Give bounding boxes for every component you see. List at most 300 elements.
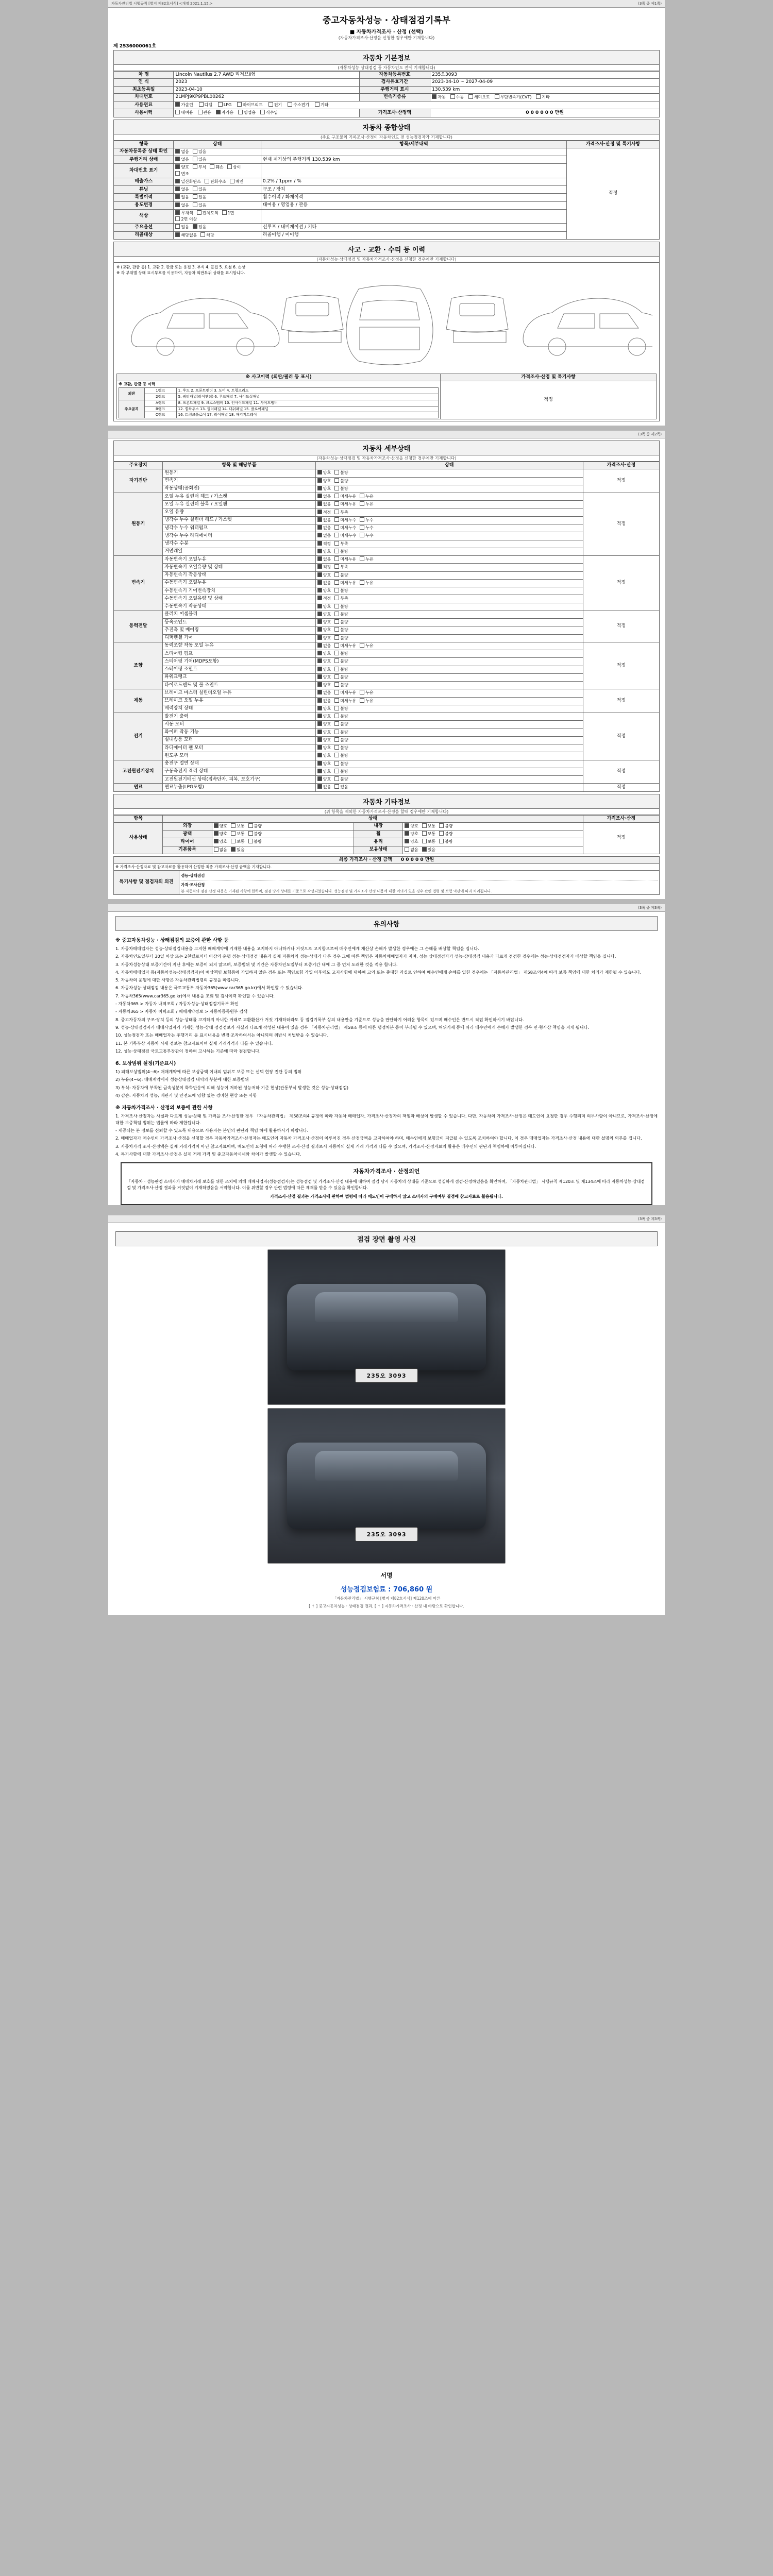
overall-item-options: 없음 있음 bbox=[174, 186, 261, 194]
etc-item-label-2: 내장 bbox=[354, 822, 402, 830]
checkbox-icon[interactable] bbox=[193, 187, 197, 191]
checkbox-icon[interactable] bbox=[334, 674, 339, 679]
checkbox-icon[interactable] bbox=[193, 194, 197, 199]
checkbox-icon[interactable] bbox=[175, 202, 180, 207]
doc-number: 제 2536000061호 bbox=[113, 44, 157, 49]
table-row bbox=[114, 611, 660, 618]
checkbox-icon[interactable] bbox=[248, 823, 253, 828]
table-row bbox=[114, 587, 660, 595]
checkbox-icon[interactable] bbox=[175, 216, 180, 221]
checkbox-icon[interactable] bbox=[334, 580, 339, 585]
footer-line-2: [ ↑ ] 중고자동차성능 · 상태점검 결과, [ ↑ ] 자동차가격조사 · 산정 내 바탕으로 확인합니다. bbox=[309, 1603, 464, 1608]
checkbox-icon[interactable] bbox=[317, 714, 322, 718]
checkbox-icon[interactable] bbox=[317, 494, 322, 498]
overall-item-label: 색상 bbox=[114, 209, 174, 224]
detail-item-label: 브레이크 오일 누유 bbox=[163, 697, 316, 705]
checkbox-icon[interactable] bbox=[334, 533, 339, 537]
checkbox-icon[interactable] bbox=[405, 847, 409, 852]
checkbox-icon[interactable] bbox=[317, 784, 322, 789]
checkbox-icon[interactable] bbox=[317, 596, 322, 600]
detail-group-label: 원동기 bbox=[114, 493, 163, 556]
checkbox-icon[interactable] bbox=[193, 224, 197, 229]
overall-item-options: 무채색 전체도색 1면2면 이상 bbox=[174, 209, 261, 224]
checkbox-icon[interactable] bbox=[360, 698, 364, 703]
notice-paragraph: 7. 자동차365(www.car365.go.kr)에서 내용을 조회 및 검사이력 확인할 수 있습니다. bbox=[115, 993, 275, 998]
checkbox-icon[interactable] bbox=[231, 839, 236, 843]
checkbox-icon[interactable] bbox=[317, 486, 322, 490]
checkbox-icon[interactable] bbox=[334, 486, 339, 490]
detail-group-note: 적정 bbox=[583, 642, 659, 689]
checkbox-icon[interactable] bbox=[334, 627, 339, 632]
detail-item-options: 양호 불량 bbox=[315, 477, 583, 485]
checkbox-icon[interactable] bbox=[422, 847, 427, 852]
overall-item-options: 없음 있음 bbox=[174, 194, 261, 201]
total-digits: 0 0 0 0 0 bbox=[400, 857, 424, 862]
checkbox-icon[interactable] bbox=[317, 478, 322, 483]
checkbox-icon[interactable] bbox=[317, 588, 322, 592]
photo-section bbox=[108, 1223, 665, 1615]
detail-item-label: 변속기 bbox=[163, 477, 316, 485]
checkbox-icon[interactable] bbox=[334, 470, 339, 474]
detail-item-options: 없음 미세누유 누유 bbox=[315, 493, 583, 501]
checkbox-icon[interactable] bbox=[175, 187, 180, 191]
detail-group-note: 적정 bbox=[583, 713, 659, 760]
checkbox-icon[interactable] bbox=[317, 721, 322, 726]
checkbox-icon[interactable] bbox=[218, 102, 223, 107]
declaration-body: 「자동차 · 성능판정 소비자가 매매차거래 보호를 위한 조치에 의해 매매사업자(성능점검자)는 성능점검 및 가격조사·산정 내용에 대하여 점검 당시 자동차의 상태를 기준으로 성실하게 점검·산정하였음을 확인하며, 「자동차관리법」 시행규칙 제120조 및 제134조에 따라 자동차성능·상태점검 및 가격조사·산정 결과를 거짓없이 기재하였음을 서약합니다. 이를 위반할 경우 관련 법령에 따른 제재를 받을 수 있음을 확인합니다. bbox=[127, 1179, 645, 1190]
total-price-table bbox=[113, 856, 660, 895]
checkbox-icon[interactable] bbox=[334, 690, 339, 694]
checkbox-icon[interactable] bbox=[334, 572, 339, 577]
checkbox-icon[interactable] bbox=[360, 580, 364, 585]
checkbox-icon[interactable] bbox=[317, 745, 322, 750]
detail-item-label: 윈도우 모터 bbox=[163, 752, 316, 760]
table-row bbox=[117, 381, 657, 419]
table-row bbox=[114, 634, 660, 642]
checkbox-icon[interactable] bbox=[231, 823, 236, 828]
table-row bbox=[114, 822, 660, 830]
checkbox-icon[interactable] bbox=[193, 157, 197, 161]
detail-item-label: 수동변속기 오일유량 및 상태 bbox=[163, 595, 316, 603]
etc-item-label: 기본품목 bbox=[163, 846, 212, 854]
page-mark-2: (3쪽 중 제2쪽) bbox=[638, 432, 662, 437]
table-row bbox=[114, 148, 660, 156]
windshield-shape bbox=[315, 1292, 458, 1321]
checkbox-icon[interactable] bbox=[210, 164, 214, 169]
overall-item-note bbox=[261, 164, 566, 178]
checkbox-icon[interactable] bbox=[248, 831, 253, 836]
cell-label: 검사유효기간 bbox=[359, 79, 430, 86]
detail-item-label: 자동변속기 오일유량 및 상태 bbox=[163, 564, 316, 571]
checkbox-icon[interactable] bbox=[334, 596, 339, 600]
detail-group-note: 적정 bbox=[583, 611, 659, 642]
detail-item-options: 양호 불량 bbox=[315, 650, 583, 658]
photo-title: 점검 장면 촬영 사진 bbox=[115, 1231, 658, 1246]
checkbox-icon[interactable] bbox=[317, 619, 322, 624]
checkbox-icon[interactable] bbox=[317, 525, 322, 530]
overall-item-note: 현재 계기상의 주행거리 130,539 km bbox=[261, 156, 566, 164]
overall-item-options: 없음 있음 bbox=[174, 148, 261, 156]
notice-paragraph: 10. 성능점검자 또는 매매업자는 주행거리 등 표시내용을 변경·조작하여서는 아니되며 위반시 처벌받을 수 있습니다. bbox=[115, 1032, 329, 1038]
etc-item-options: 없음 있음 bbox=[212, 846, 354, 854]
checkbox-icon[interactable] bbox=[468, 94, 473, 99]
notice-paragraph: 9. 성능·상태점검자가 매매사업자가 기재한 성능·상태 점검정보가 사실과 다르게 작성된 내용이 있을 경우 「자동차관리법」 제58조 등에 따른 행정처분 등이 부과될 수 있으며, 허위기재 등에 따라 매수인에게 손해가 발생한 경우 민·형사상 책임을 지게 됩니다. bbox=[115, 1024, 590, 1030]
checkbox-icon[interactable] bbox=[317, 698, 322, 703]
detail-item-options: 양호 불량 bbox=[315, 721, 583, 728]
checkbox-icon[interactable] bbox=[317, 635, 322, 640]
total-title: 최종 가격조사 · 산정 금액 0 0 0 0 0 만원 bbox=[114, 856, 660, 863]
detail-item-label: 디퍼렌셜 기어 bbox=[163, 634, 316, 642]
notice-paragraph: 4. 자동차매매업자 등(자동차성능·상태점검자)이 배상책임 보험등에 가입하지 않은 경우 또는 책임보험 가입 이후에도 고지사항에 대하여 고의 또는 중대한 과실로 인하여 매수인에게 손해를 입힌 경우에는 「자동차관리법」 제58조의4에 따라 보증 책임에 대한 처리가 제한될 수 있습니다. bbox=[115, 969, 642, 975]
transmission-options: 자동 수동 세미오토 무단변속기(CVT) 기타 bbox=[430, 93, 660, 101]
checkbox-icon[interactable] bbox=[334, 556, 339, 561]
checkbox-icon[interactable] bbox=[317, 658, 322, 663]
etc-rows bbox=[114, 822, 660, 854]
checkbox-icon[interactable] bbox=[237, 102, 242, 107]
opinion-body: 성능·상태점검 가격·조사산정 본 자동차의 점검·산정 내용은 기재된 사항에 한하며, 점검 당시 상태를 기준으로 작성되었습니다. 성능점검 및 가격조사·산정 내용에 대한 이의가 있을 경우 관련 법령 및 보험 약관에 따라 처리됩니다. bbox=[179, 870, 660, 895]
cell-label: 차대번호 bbox=[114, 93, 174, 101]
checkbox-icon[interactable] bbox=[231, 831, 236, 836]
notice-sub-item: 1) 피해보상범위(4~6): 매매계약에 따른 보상금액 이내의 범위로 보증 또는 선택 현장 진단 등의 범위 bbox=[115, 1069, 302, 1075]
checkbox-icon[interactable] bbox=[439, 831, 444, 836]
detail-item-label: 냉각수 수분 bbox=[163, 540, 316, 548]
checkbox-icon[interactable] bbox=[230, 179, 234, 183]
detail-group-label: 제동 bbox=[114, 689, 163, 713]
checkbox-icon[interactable] bbox=[334, 721, 339, 726]
detail-item-label: 스티어링 조인트 bbox=[163, 666, 316, 673]
checkbox-icon[interactable] bbox=[317, 667, 322, 671]
checkbox-icon[interactable] bbox=[175, 232, 180, 237]
checkbox-icon[interactable] bbox=[175, 179, 180, 183]
checkbox-icon[interactable] bbox=[200, 232, 205, 237]
etc-item-label: 타이어 bbox=[163, 838, 212, 846]
checkbox-icon[interactable] bbox=[334, 619, 339, 624]
overall-item-label: 용도변경 bbox=[114, 201, 174, 209]
checkbox-icon[interactable] bbox=[439, 823, 444, 828]
checkbox-icon[interactable] bbox=[334, 745, 339, 750]
checkbox-icon[interactable] bbox=[222, 210, 227, 215]
checkbox-icon[interactable] bbox=[317, 510, 322, 514]
checkbox-icon[interactable] bbox=[216, 110, 221, 114]
checkbox-icon[interactable] bbox=[439, 839, 444, 843]
table-row bbox=[114, 864, 660, 870]
sheet-1 bbox=[108, 0, 665, 426]
col-head: 상태 bbox=[174, 141, 261, 148]
cell-label: 사용연료 bbox=[114, 101, 174, 109]
checkbox-icon[interactable] bbox=[317, 753, 322, 757]
checkbox-icon[interactable] bbox=[317, 501, 322, 506]
car-diagram-svg bbox=[116, 278, 652, 370]
notice-sub-item: 3) 부식: 자동차에 부착된 금속성분이 화학반응에 의해 성능이 저하된 성능저하 기준 현상(관통부식 발생한 것은 성능·상태점검) bbox=[115, 1084, 349, 1090]
detail-item-options: 적정 부족 bbox=[315, 509, 583, 516]
detail-item-label: 충전구 절연 상태 bbox=[163, 760, 316, 768]
checkbox-icon[interactable] bbox=[317, 674, 322, 679]
detail-item-label: 고전원전기배선 상태(접속단자, 피복, 보호기구) bbox=[163, 776, 316, 784]
checkbox-icon[interactable] bbox=[214, 847, 219, 852]
checkbox-icon[interactable] bbox=[334, 635, 339, 640]
checkbox-icon[interactable] bbox=[334, 541, 339, 546]
detail-item-options: 적정 부족 bbox=[315, 540, 583, 548]
notice-paragraph: 1. 자동차매매업자는 성능·상태점검내용을 고지한 매매계약에 기재한 내용을 고지하지 아니하거나 거짓으로 고지함으로써 매수인에게 재산상 손해가 발생한 경우에는 그 손해를 배상할 책임을 집니다. bbox=[115, 946, 479, 951]
checkbox-icon[interactable] bbox=[405, 839, 409, 843]
etc-item-label: 외장 bbox=[163, 822, 212, 830]
checkbox-icon[interactable] bbox=[214, 839, 219, 843]
checkbox-icon[interactable] bbox=[317, 470, 322, 474]
checkbox-icon[interactable] bbox=[334, 478, 339, 483]
checkbox-icon[interactable] bbox=[360, 525, 364, 530]
opinion-text: 본 자동차의 점검·산정 내용은 기재된 사항에 한하며, 점검 당시 상태를 기준으로 작성되었습니다. 성능점검 및 가격조사·산정 내용에 대한 이의가 있을 경우 관련 법령 및 보험 약관에 따라 처리됩니다. bbox=[181, 889, 492, 894]
detail-item-options: 양호 불량 bbox=[315, 713, 583, 721]
checkbox-icon[interactable] bbox=[175, 157, 180, 161]
detail-group-label: 연료 bbox=[114, 784, 163, 791]
table-row: 2랭크 5. 쿼터패널(리어펜더) 6. 루프패널 7. 사이드실패널 bbox=[119, 394, 439, 400]
checkbox-icon[interactable] bbox=[334, 698, 339, 703]
page-mark-1: (3쪽 중 제1쪽) bbox=[638, 2, 662, 6]
detail-state-table bbox=[113, 462, 660, 792]
overall-item-options: 없음 있음 bbox=[174, 201, 261, 209]
checkbox-icon[interactable] bbox=[175, 224, 180, 229]
checkbox-icon[interactable] bbox=[360, 690, 364, 694]
checkbox-icon[interactable] bbox=[495, 94, 499, 99]
detail-group-note: 적정 bbox=[583, 493, 659, 556]
table-header-row bbox=[114, 141, 660, 148]
notice-paragraph: 11. 본 기록부상 자동차 시세 정보는 참고자료이며 실제 거래가격과 다를 수 있습니다. bbox=[115, 1040, 273, 1046]
detail-group-note: 적정 bbox=[583, 469, 659, 493]
checkbox-icon[interactable] bbox=[360, 494, 364, 498]
checkbox-icon[interactable] bbox=[317, 533, 322, 537]
table-row bbox=[114, 642, 660, 650]
checkbox-icon[interactable] bbox=[334, 706, 339, 710]
insurance-fee-value: 706,860 원 bbox=[393, 1585, 433, 1594]
checkbox-icon[interactable] bbox=[175, 102, 180, 107]
checkbox-icon[interactable] bbox=[334, 525, 339, 530]
detail-item-options: 없음 미세누수 누수 bbox=[315, 516, 583, 524]
checkbox-icon[interactable] bbox=[268, 102, 273, 107]
checkbox-icon[interactable] bbox=[334, 776, 339, 781]
rear-window-shape bbox=[315, 1451, 458, 1480]
checkbox-icon[interactable] bbox=[227, 164, 232, 169]
checkbox-icon[interactable] bbox=[334, 714, 339, 718]
checkbox-icon[interactable] bbox=[334, 604, 339, 608]
checkbox-icon[interactable] bbox=[317, 761, 322, 766]
checkbox-icon[interactable] bbox=[334, 501, 339, 506]
mileage-value: 130,539 km bbox=[430, 86, 660, 93]
sheet-gap bbox=[0, 426, 773, 431]
overall-item-note bbox=[261, 209, 566, 224]
detail-group-note: 적정 bbox=[583, 760, 659, 784]
sheet-gap bbox=[0, 899, 773, 904]
table-row bbox=[114, 524, 660, 532]
checkbox-icon[interactable] bbox=[334, 682, 339, 687]
detail-item-label: 수동변속기 작동상태 bbox=[163, 603, 316, 611]
checkbox-icon[interactable] bbox=[360, 533, 364, 537]
etc-item-options-2: 양호 보통 불량 bbox=[403, 831, 583, 838]
checkbox-icon[interactable] bbox=[360, 556, 364, 561]
section-etc-note: (위 항목을 제외한 자동차가격조사·산정을 할때 경우에만 기재합니다) bbox=[113, 809, 660, 815]
detail-item-options: 양호 불량 bbox=[315, 658, 583, 666]
checkbox-icon[interactable] bbox=[193, 149, 197, 154]
checkbox-icon[interactable] bbox=[422, 831, 427, 836]
checkbox-icon[interactable] bbox=[422, 823, 427, 828]
table-row bbox=[114, 79, 660, 86]
col-head: 가격조사·산정 bbox=[583, 462, 659, 469]
checkbox-icon[interactable] bbox=[317, 580, 322, 585]
cell-label: 최초등록일 bbox=[114, 86, 174, 93]
checkbox-icon[interactable] bbox=[317, 706, 322, 710]
notice-paragraph: 1. 가격조사·산정자는 사실과 다르게 성능·상태 및 가격을 조사·산정한 경우 「자동차관리법」 제58조의4 규정에 따라 자동차 매매업자, 가격조사·산정자의 책임과 배상이 발생할 수 있습니다. 다만, 자동차의 가격조사·산정은 매도인이 요청한 경우 수행되며 의무사항이 아니므로, 가격조사·산정에 대한 보증책임 범위는 법률에 따라 제한됩니다. bbox=[115, 1113, 658, 1125]
checkbox-icon[interactable] bbox=[248, 839, 253, 843]
cell-label: ※ 사고이력 (외판/필러 등 표시) bbox=[117, 374, 441, 381]
detail-item-label: 원동기 bbox=[163, 469, 316, 477]
col-head: 항목 및 해당부품 bbox=[163, 462, 316, 469]
col-head: 상태 bbox=[315, 462, 583, 469]
checkbox-icon[interactable] bbox=[334, 761, 339, 766]
table-row bbox=[114, 673, 660, 681]
checkbox-icon[interactable] bbox=[334, 784, 339, 789]
checkbox-icon[interactable] bbox=[317, 776, 322, 781]
checkbox-icon[interactable] bbox=[334, 737, 339, 742]
checkbox-icon[interactable] bbox=[334, 564, 339, 569]
checkbox-icon[interactable] bbox=[334, 588, 339, 592]
detail-item-options: 양호 불량 bbox=[315, 776, 583, 784]
table-row bbox=[114, 619, 660, 626]
table-row bbox=[114, 109, 660, 117]
table-row bbox=[114, 784, 660, 791]
checkbox-icon[interactable] bbox=[405, 823, 409, 828]
table-row bbox=[114, 571, 660, 579]
checkbox-icon[interactable] bbox=[288, 102, 292, 107]
inspection-photo-rear bbox=[267, 1408, 506, 1564]
col-head: 항목/세부내역 bbox=[261, 141, 566, 148]
checkbox-icon[interactable] bbox=[536, 94, 541, 99]
checkbox-icon[interactable] bbox=[334, 651, 339, 655]
section-accident-note: (자동차성능·상태점검 및 자동차가격조사·산정을 신청한 경우에만 기재합니다) bbox=[113, 257, 660, 263]
table-row bbox=[114, 501, 660, 509]
checkbox-icon[interactable] bbox=[175, 149, 180, 154]
detail-item-options: 양호 불량 bbox=[315, 634, 583, 642]
checkbox-icon[interactable] bbox=[317, 737, 322, 742]
checkbox-icon[interactable] bbox=[317, 643, 322, 648]
detail-item-label: 클러치 어셈블리 bbox=[163, 611, 316, 618]
footer-line-1: 「자동차관리법」 시행규칙 [별지 제82호서식] 제120조에 따른 bbox=[332, 1596, 441, 1601]
checkbox-icon[interactable] bbox=[197, 210, 201, 215]
overall-item-options: 해당없음 해당 bbox=[174, 231, 261, 239]
checkbox-icon[interactable] bbox=[317, 517, 322, 522]
checkbox-icon[interactable] bbox=[334, 510, 339, 514]
checkbox-icon[interactable] bbox=[334, 769, 339, 773]
checkbox-icon[interactable] bbox=[334, 494, 339, 498]
checkbox-icon[interactable] bbox=[334, 517, 339, 522]
checkbox-icon[interactable] bbox=[432, 94, 436, 99]
checkbox-icon[interactable] bbox=[193, 202, 197, 207]
checkbox-icon[interactable] bbox=[317, 556, 322, 561]
checkbox-icon[interactable] bbox=[317, 690, 322, 694]
detail-item-label: 연료누출(LPG포함) bbox=[163, 784, 316, 791]
checkbox-icon[interactable] bbox=[360, 517, 364, 522]
checkbox-icon[interactable] bbox=[317, 604, 322, 608]
checkbox-icon[interactable] bbox=[334, 667, 339, 671]
table-row bbox=[114, 760, 660, 768]
checkbox-icon[interactable] bbox=[199, 102, 204, 107]
checkbox-icon[interactable] bbox=[198, 110, 203, 114]
table-row bbox=[114, 469, 660, 477]
notice-title: 유의사항 bbox=[115, 916, 658, 931]
signature-label: 서명 bbox=[380, 1571, 393, 1579]
checkbox-icon[interactable] bbox=[317, 730, 322, 734]
checkbox-icon[interactable] bbox=[315, 102, 320, 107]
checkbox-icon[interactable] bbox=[334, 612, 339, 616]
checkbox-icon[interactable] bbox=[334, 658, 339, 663]
detail-item-label: 구동축전지 격리 상태 bbox=[163, 768, 316, 775]
checkbox-icon[interactable] bbox=[214, 823, 219, 828]
checkbox-icon[interactable] bbox=[450, 94, 455, 99]
notice-paragraph: - 자동차365 > 자동차 이력조회 / 매매계약정보 > 자동차등록원부 검색 bbox=[115, 1009, 248, 1014]
license-plate: 235오 3093 bbox=[355, 1368, 418, 1383]
checkbox-icon[interactable] bbox=[175, 110, 180, 114]
checkbox-icon[interactable] bbox=[334, 643, 339, 648]
checkbox-icon[interactable] bbox=[205, 179, 209, 183]
checkbox-icon[interactable] bbox=[317, 627, 322, 632]
checkbox-icon[interactable] bbox=[317, 564, 322, 569]
checkbox-icon[interactable] bbox=[360, 643, 364, 648]
checkbox-icon[interactable] bbox=[317, 549, 322, 553]
checkbox-icon[interactable] bbox=[360, 501, 364, 506]
checkbox-icon[interactable] bbox=[317, 541, 322, 546]
table-row bbox=[114, 846, 660, 854]
checkbox-icon[interactable] bbox=[260, 110, 265, 114]
checkbox-icon[interactable] bbox=[175, 210, 180, 215]
checkbox-icon[interactable] bbox=[231, 847, 236, 852]
detail-item-options: 없음 있음 bbox=[315, 784, 583, 791]
overall-item-label: 주요옵션 bbox=[114, 224, 174, 231]
checkbox-icon[interactable] bbox=[175, 171, 180, 176]
detail-group-label: 고전원전기장치 bbox=[114, 760, 163, 784]
checkbox-icon[interactable] bbox=[214, 831, 219, 836]
checkbox-icon[interactable] bbox=[317, 682, 322, 687]
checkbox-icon[interactable] bbox=[405, 831, 409, 836]
detail-item-label: 자동변속기 오일누유 bbox=[163, 556, 316, 564]
checkbox-icon[interactable] bbox=[175, 164, 180, 169]
col-head: 가격조사·산정 bbox=[583, 815, 659, 822]
declaration-box bbox=[121, 1162, 652, 1205]
table-row bbox=[114, 564, 660, 571]
checkbox-icon[interactable] bbox=[317, 572, 322, 577]
detail-item-label: 파워크랭크 bbox=[163, 673, 316, 681]
checkbox-icon[interactable] bbox=[334, 753, 339, 757]
table-row bbox=[114, 870, 660, 895]
table-row bbox=[114, 705, 660, 713]
checkbox-icon[interactable] bbox=[317, 651, 322, 655]
checkbox-icon[interactable] bbox=[334, 549, 339, 553]
checkbox-icon[interactable] bbox=[422, 839, 427, 843]
checkbox-icon[interactable] bbox=[317, 612, 322, 616]
checkbox-icon[interactable] bbox=[238, 110, 243, 114]
checkbox-icon[interactable] bbox=[175, 194, 180, 199]
detail-item-label: 스티어링 펌프 bbox=[163, 650, 316, 658]
table-row bbox=[114, 713, 660, 721]
cell-value: 235오3093 bbox=[430, 72, 660, 79]
notice-sub-item: 4) 감손: 자동차의 성능, 배관기 및 안전도에 영향 없는 경미한 현상 또는 사항 bbox=[115, 1093, 257, 1098]
declaration-title: 자동차가격조사 · 산정의언 bbox=[353, 1168, 420, 1175]
detail-item-label: 동력조향 작동 오일 누유 bbox=[163, 642, 316, 650]
checkbox-icon[interactable] bbox=[334, 730, 339, 734]
table-row bbox=[114, 556, 660, 564]
checkbox-icon[interactable] bbox=[193, 164, 197, 169]
detail-item-options: 없음 미세누유 누유 bbox=[315, 689, 583, 697]
detail-group-note: 적정 bbox=[583, 784, 659, 791]
checkbox-icon[interactable] bbox=[317, 769, 322, 773]
detail-item-options: 양호 불량 bbox=[315, 705, 583, 713]
